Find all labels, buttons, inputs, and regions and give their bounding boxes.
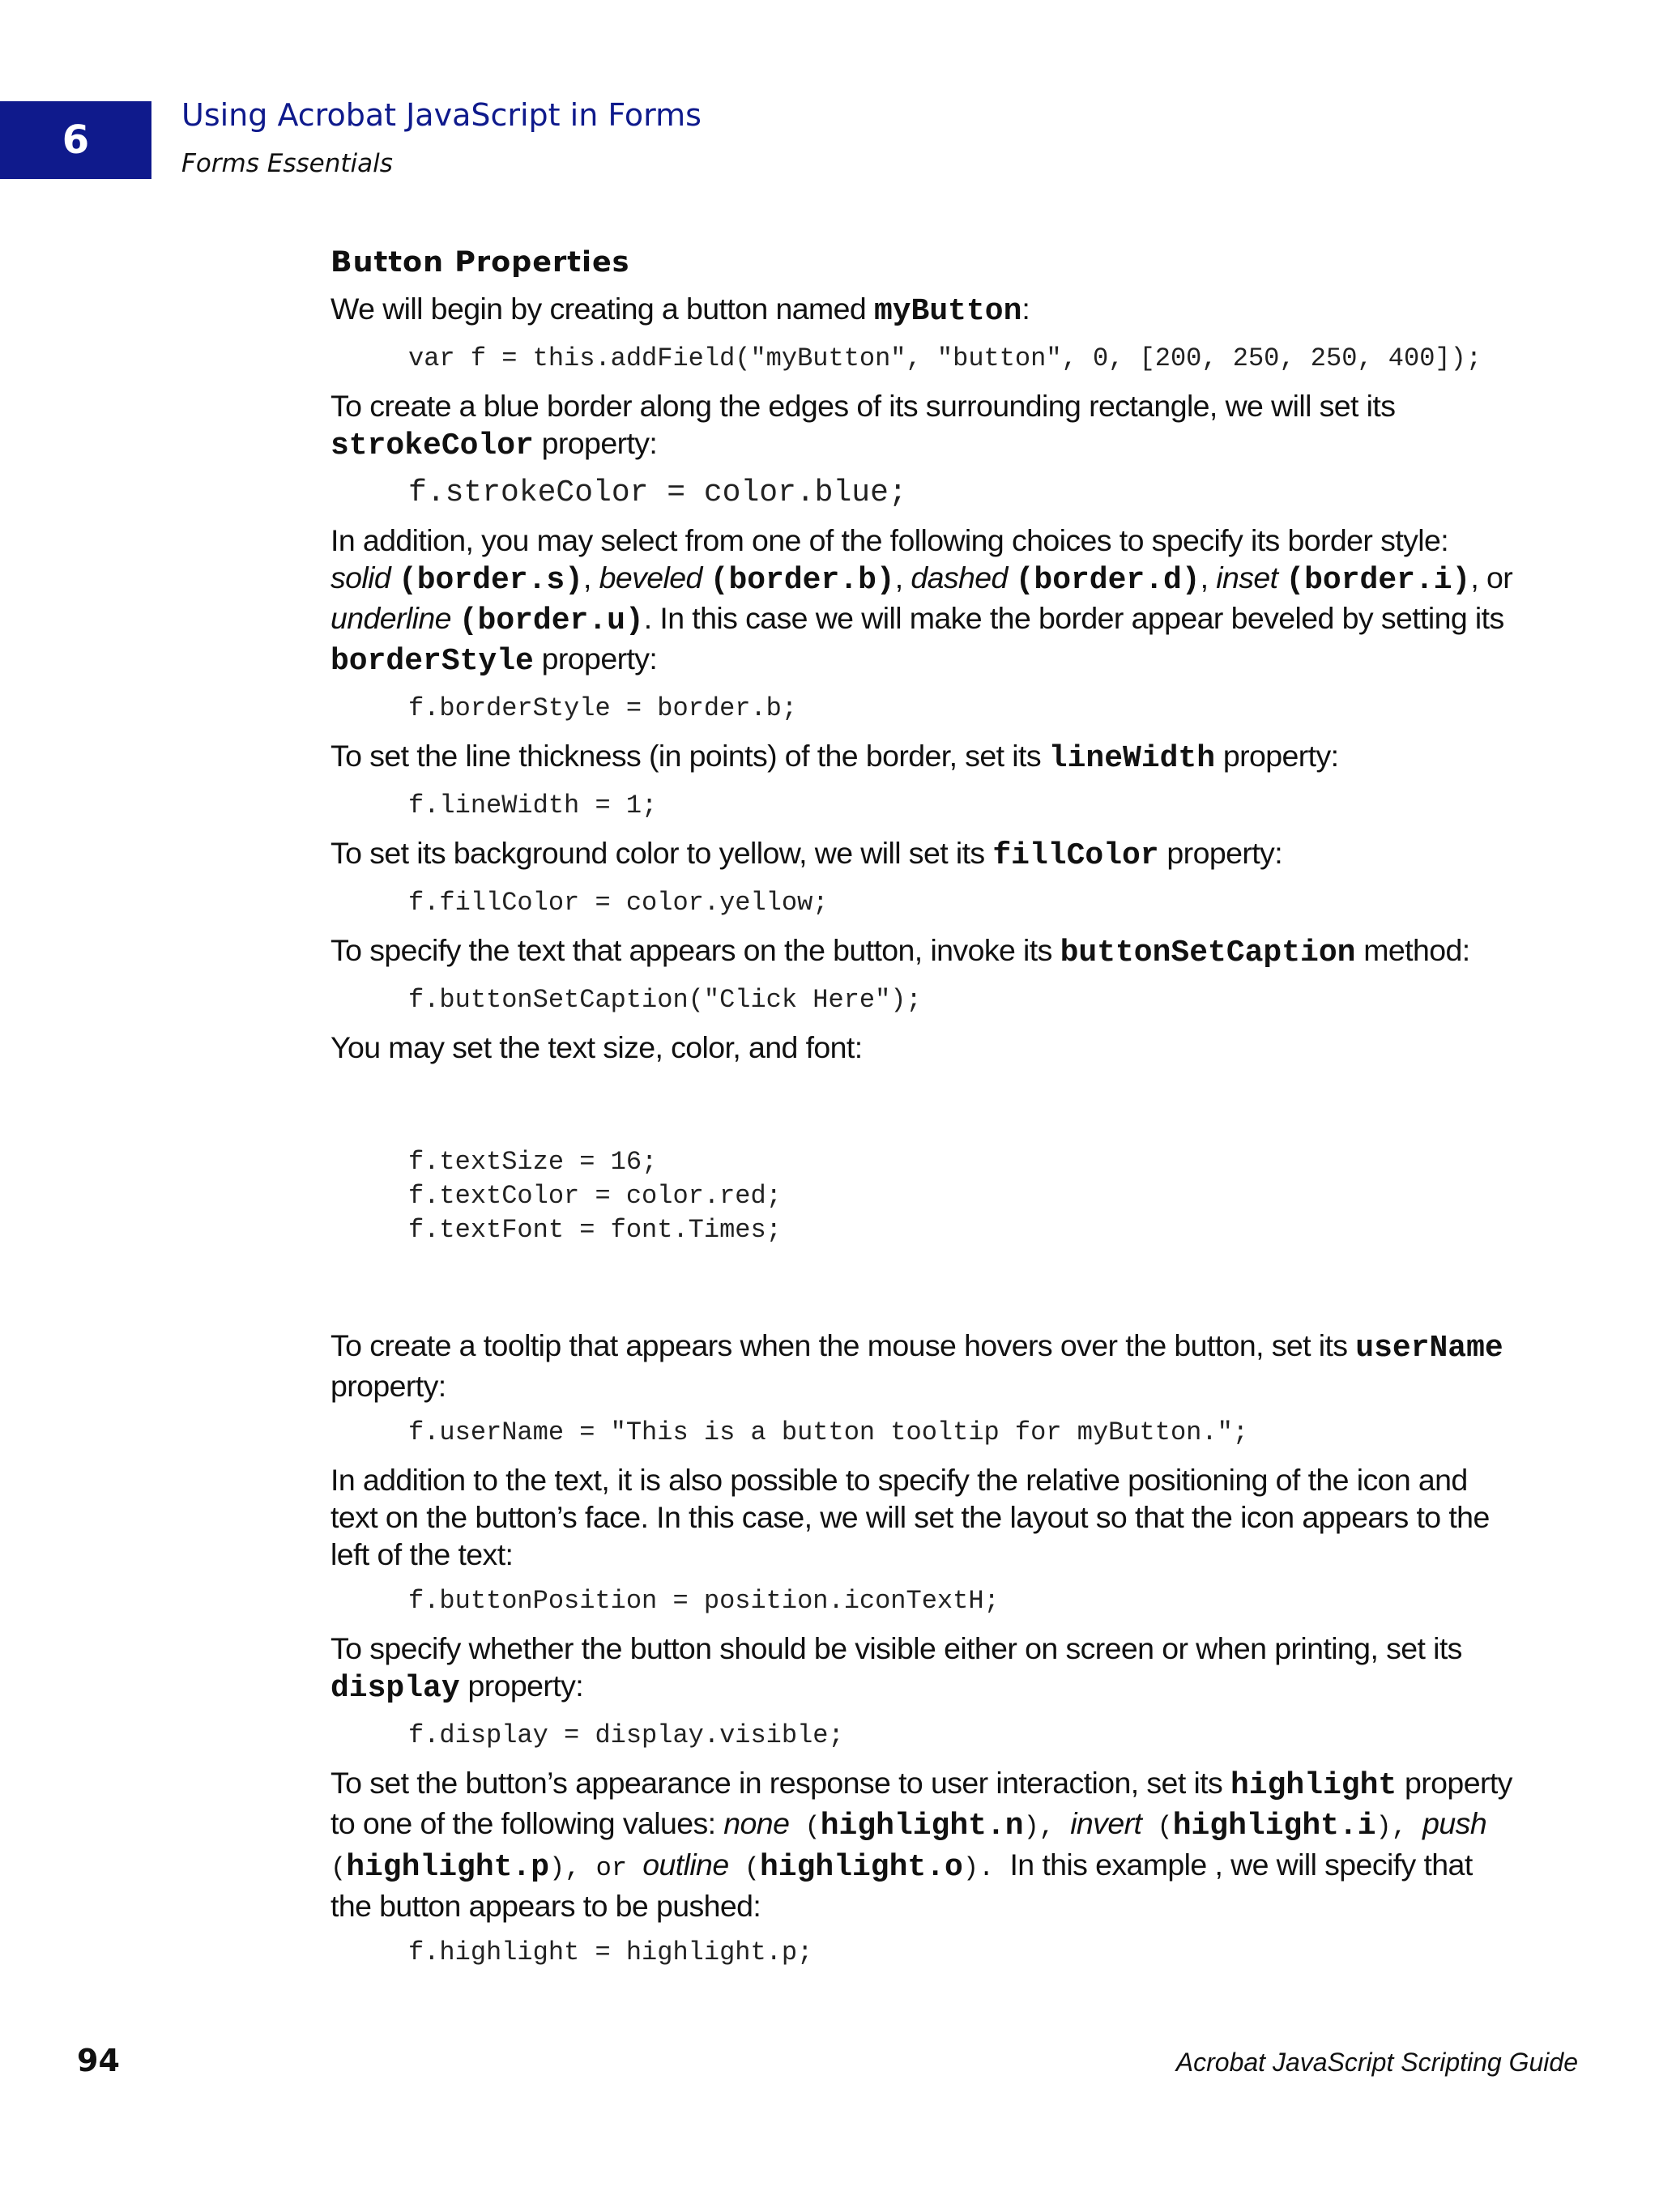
inline-code: (border.s) — [398, 563, 583, 598]
inline-code: borderStyle — [331, 644, 534, 679]
paragraph — [331, 737, 1513, 778]
code-block: f.buttonPosition = position.iconTextH; — [408, 1586, 1000, 1616]
text: In this example , we will specify that the button appears to be pushed: — [331, 1848, 1473, 1923]
inline-code: strokeColor — [331, 428, 534, 463]
code-block: f.lineWidth = 1; — [408, 791, 658, 820]
section-subtitle: Forms Essentials — [181, 149, 393, 178]
inline-code: myButton — [873, 294, 1022, 329]
code-line: f.textSize = 16; — [408, 1147, 658, 1177]
italic-term: solid — [331, 560, 391, 595]
text: , — [583, 560, 599, 595]
inline-code: highlight.n — [820, 1809, 1024, 1843]
paragraph — [331, 834, 1513, 875]
code-block: f.display = display.visible; — [408, 1720, 844, 1750]
text: ). — [962, 1853, 1010, 1883]
paragraph — [331, 1029, 1513, 1066]
text: To set the button’s appearance in response to user interaction, set its — [331, 1766, 1230, 1800]
text: method: — [1355, 933, 1470, 967]
text: : — [1021, 292, 1030, 326]
italic-term: dashed — [911, 560, 1008, 595]
code-block: f.userName = "This is a button tooltip for myButton."; — [408, 1417, 1248, 1447]
text: To specify the text that appears on the button, invoke its — [331, 933, 1060, 967]
text: ( — [331, 1853, 347, 1883]
text: property: — [533, 426, 658, 460]
inline-code: fillColor — [992, 838, 1159, 873]
text: To specify whether the button should be visible either on screen or when printing, set its — [331, 1631, 1462, 1665]
code-block: f.fillColor = color.yellow; — [408, 888, 829, 918]
text: property: — [459, 1669, 584, 1703]
paragraph — [331, 290, 1513, 330]
text: property: — [331, 1369, 446, 1403]
page-content — [331, 243, 1513, 1981]
text: To set its background color to yellow, we will set its — [331, 836, 993, 870]
text: , or — [1470, 560, 1513, 595]
text: ), — [1023, 1812, 1071, 1842]
section-heading: Button Properties — [331, 246, 630, 279]
text: To create a blue border along the edges of its surrounding rectangle, we will set its — [331, 389, 1396, 423]
text: ), — [1375, 1812, 1423, 1842]
inline-code: highlight.p — [346, 1850, 550, 1885]
italic-term: inset — [1216, 560, 1278, 595]
text: property: — [533, 641, 658, 676]
text: property: — [1215, 739, 1339, 773]
italic-term: invert — [1070, 1806, 1142, 1840]
guide-title: Acrobat JavaScript Scripting Guide — [1175, 2048, 1578, 2077]
inline-code: highlight — [1230, 1768, 1397, 1803]
italic-term: underline — [331, 601, 451, 635]
text: We will begin by creating a button named — [331, 292, 874, 326]
text: property: — [1158, 836, 1283, 870]
inline-code: highlight.i — [1172, 1809, 1376, 1843]
italic-term: outline — [642, 1848, 729, 1882]
chapter-title: Using Acrobat JavaScript in Forms — [181, 97, 702, 133]
italic-term: none — [723, 1806, 790, 1840]
paragraph: In addition to the text, it is also possible to specify the relative positioning of the icon and text on the button’s face. In this case, we will set the layout so that the icon appears to the left of the text: — [331, 1463, 1490, 1571]
code-block: f.buttonSetCaption("Click Here"); — [408, 985, 922, 1015]
inline-code: lineWidth — [1048, 741, 1216, 776]
inline-code: (border.u) — [458, 603, 644, 638]
inline-code: (border.i) — [1286, 563, 1471, 598]
text: , — [1200, 560, 1217, 595]
text: , — [894, 560, 911, 595]
page-number: 94 — [77, 2043, 120, 2078]
text: ( — [1141, 1812, 1173, 1842]
code-block: f.highlight = highlight.p; — [408, 1937, 813, 1967]
code-line: f.textFont = font.Times; — [408, 1215, 782, 1245]
text: In addition, you may select from one of the following choices to specify its border style: — [331, 523, 1449, 557]
chapter-number: 6 — [62, 117, 90, 163]
text: To create a tooltip that appears when the mouse hovers over the button, set its — [331, 1328, 1356, 1362]
paragraph — [331, 1630, 1513, 1707]
inline-code: highlight.o — [759, 1850, 963, 1885]
code-block — [408, 1077, 1513, 1315]
text: property to one of the following values: — [331, 1766, 1512, 1840]
inline-code: display — [331, 1671, 460, 1706]
chapter-tab — [0, 101, 151, 179]
paragraph — [331, 1764, 1513, 1924]
paragraph — [331, 1327, 1513, 1404]
paragraph — [331, 387, 1513, 465]
inline-code: buttonSetCaption — [1060, 936, 1356, 970]
text: ( — [728, 1853, 760, 1883]
text: ), or — [549, 1853, 643, 1883]
inline-code: userName — [1355, 1331, 1503, 1366]
inline-code: (border.b) — [710, 563, 895, 598]
italic-term: push — [1422, 1806, 1487, 1840]
inline-code: (border.d) — [1015, 563, 1201, 598]
text: To set the line thickness (in points) of the border, set its — [331, 739, 1049, 773]
text: You may set the text size, color, and font: — [331, 1030, 863, 1064]
code-block: var f = this.addField("myButton", "button", 0, [200, 250, 250, 400]); — [408, 343, 1482, 373]
code-block: f.strokeColor = color.blue; — [408, 475, 907, 510]
code-line: f.textColor = color.red; — [408, 1181, 782, 1211]
code-block: f.borderStyle = border.b; — [408, 693, 798, 723]
paragraph — [331, 522, 1513, 680]
text: ( — [789, 1812, 821, 1842]
paragraph — [331, 931, 1513, 972]
text: . In this case we will make the border appear beveled by setting its — [643, 601, 1504, 635]
italic-term: beveled — [599, 560, 702, 595]
